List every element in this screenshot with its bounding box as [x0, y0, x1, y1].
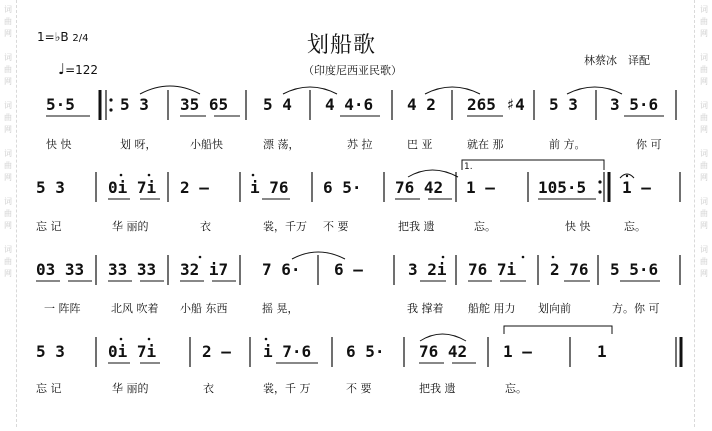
song-subtitle: （印度尼西亚民歌） [303, 64, 402, 77]
tempo-value: =122 [65, 63, 99, 77]
measure-note: 4 2 [407, 95, 436, 114]
arranger-credit: 林蔡冰 译配 [584, 54, 650, 67]
song-title: 划船歌 [307, 33, 377, 58]
lyric-text: 裳，千 万 [263, 382, 311, 395]
measure-note: 76 42 [395, 178, 444, 197]
volta-number: 1. [464, 162, 473, 172]
measure-note: 5 3 [36, 342, 65, 361]
measure-note: i 76 [250, 178, 289, 197]
measure-note: 33 33 [108, 260, 157, 279]
measure-note: i 7·6 [263, 342, 312, 361]
measure-note: 5·5 [46, 95, 75, 114]
lyric-text: 巴 亚 [407, 138, 433, 151]
watermark-right: 词 曲 网 词 曲 网 词 曲 网 词 曲 网 词 曲 网 词 曲 网 [700, 5, 708, 278]
lyric-text: 忘 记 [36, 220, 62, 233]
measure-note: 2 – [180, 178, 209, 197]
lyric-text: 一 阵阵 [44, 302, 81, 315]
lyric-text: 不 要 [346, 382, 372, 395]
measure-note: 03 33 [36, 260, 85, 279]
measure-note: 1 – [503, 342, 532, 361]
lyric-text: 划 呀， [120, 138, 157, 151]
measure-note: 5 3 [120, 95, 149, 114]
watermark-left: 词 曲 网 词 曲 网 词 曲 网 词 曲 网 词 曲 网 词 曲 网 [4, 5, 12, 278]
key-text: 1=♭B [37, 30, 69, 44]
lyric-text: 小船 东西 [180, 302, 228, 315]
measure-note: 76 42 [419, 342, 468, 361]
measure-note: 6 – [334, 260, 363, 279]
lyric-text: 把我 遗 [419, 382, 456, 395]
measure-note: 32 i7 [180, 260, 229, 279]
lyric-text: 华 丽的 [112, 220, 149, 233]
lyric-text: 忘 记 [36, 382, 62, 395]
measure-note: 5 4 [263, 95, 292, 114]
lyric-text: 我 撑着 [407, 302, 444, 315]
lyric-text: 漂 荡， [263, 138, 300, 151]
lyric-text: 苏 拉 [347, 138, 373, 151]
measure-note: 7 6· [262, 260, 301, 279]
octave-dots [120, 174, 555, 341]
time-signature: 2/4 [72, 33, 89, 44]
measure-note: 5 3 [36, 178, 65, 197]
lyric-text: 衣 [200, 220, 211, 233]
lyric-text: 方。你 可 [612, 302, 660, 315]
measure-note: 5 5·6 [610, 260, 659, 279]
measure-note: 35 65 [180, 95, 229, 114]
measure-note: 6 5· [323, 178, 362, 197]
measure-note: 4 4·6 [325, 95, 374, 114]
lyric-text: 北风 吹着 [111, 302, 159, 315]
volta-brackets [462, 160, 612, 334]
measure-note: 5 3 [549, 95, 578, 114]
lyric-text: 前 方。 [549, 138, 586, 151]
lyric-text: 快 快 [565, 220, 591, 233]
lyric-text: 忘。 [474, 220, 496, 233]
lyric-text: 华 丽的 [112, 382, 149, 395]
measure-note: 1 – [466, 178, 495, 197]
lyric-text: 船舵 用力 [468, 302, 516, 315]
lyric-text: 你 可 [636, 138, 662, 151]
lyric-text: 快 快 [46, 138, 72, 151]
measure-note: 2 76 [550, 260, 589, 279]
measure-note: 1 [597, 342, 607, 361]
measure-note: 76 7i [468, 260, 517, 279]
lyric-text: 小船快 [190, 138, 223, 151]
lyric-text: 把我 遗 [398, 220, 435, 233]
measure-note: 0i 7i [108, 342, 157, 361]
measure-note: 0i 7i [108, 178, 157, 197]
measure-note: 1 – [622, 178, 651, 197]
lyric-text: 忘。 [624, 220, 646, 233]
measure-note: 265 ♯4 [467, 95, 525, 114]
lyric-text: 摇 晃， [262, 302, 299, 315]
lyric-text: 衣 [203, 382, 214, 395]
barlines [96, 90, 681, 367]
measure-note: 3 5·6 [610, 95, 659, 114]
lyric-text: 就在 那 [467, 138, 504, 151]
measure-note: 2 – [202, 342, 231, 361]
measure-note: 3 2i [408, 260, 447, 279]
slurs [140, 86, 622, 341]
measure-note: 105·5 [538, 178, 587, 197]
lyric-text: 忘。 [505, 382, 527, 395]
quarter-note-icon: ♩ [58, 60, 66, 78]
lyric-text: 裳，千万 [263, 220, 307, 233]
lyric-text: 划向前 [538, 302, 571, 315]
measure-note: 6 5· [346, 342, 385, 361]
fermata-dot [626, 175, 628, 177]
lyric-text: 不 要 [323, 220, 349, 233]
